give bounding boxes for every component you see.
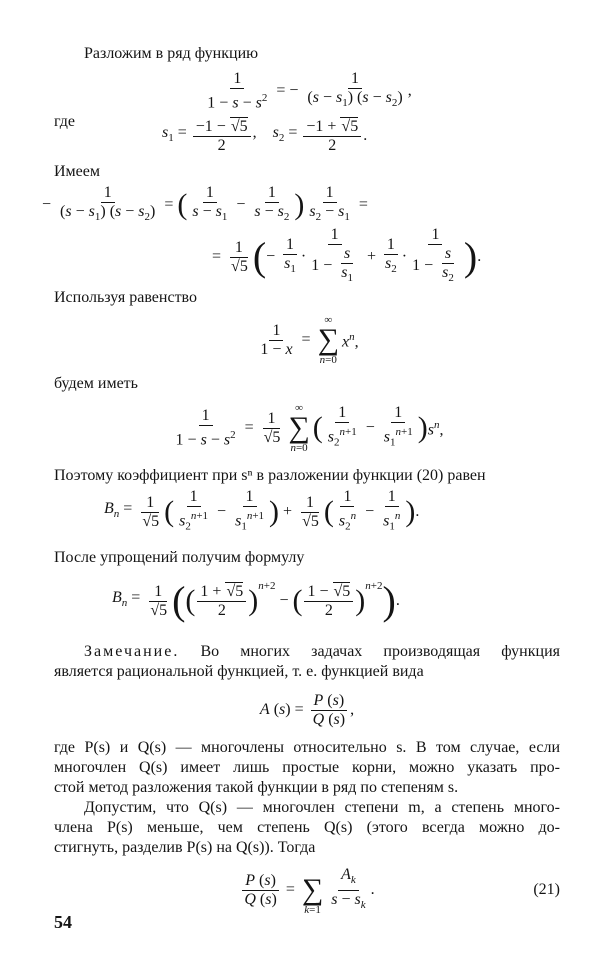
where-line-1: где P(s) и Q(s) — многочлены относительно s. В том случае, если	[54, 739, 560, 756]
equation-5: $\frac{1}{1 - x}$ = ∞ ∑ n=0 $x^n$,	[260, 314, 359, 366]
after-simplification: После упрощений получим формулу	[54, 549, 305, 566]
equation-7: $B_n$ = $\frac{1}{√5}$ ( $\frac{1}{s_2^{n+1}}$ − $\frac{1}{s_1^{n+1}}$ ) + $\frac{1}{√5}$ ( $\frac{1}{s_2^n}$ − $\frac{1}{s_1^n}$ ) .	[104, 488, 420, 533]
equation-9: A (s) = $\frac{P (s)}{Q (s)}$ ,	[259, 691, 355, 728]
page-number: 54	[54, 912, 72, 932]
remark-line-2: является рациональной функцией, т. е. функцией вида	[54, 663, 424, 680]
suppose-line-3: стигнуть, разделив P(s) на Q(s)). Тогда	[54, 839, 316, 856]
remark-text: Во многих задачах производящая функция	[200, 643, 561, 660]
equation-1: $\frac{1}{1 - s - s^2}$ = − $\frac{1}{(s - s_1) (s - s_2)}$ ,	[207, 69, 412, 112]
expand-intro: Разложим в ряд функцию	[84, 45, 259, 62]
equation-2: где $s_1$ = $\frac{-1 - √5}{2}$ , $s_2$ = $\frac{-1 + √5}{2}$ .	[54, 113, 368, 154]
where-line-3: стой метод разложения такой функции в ряд по степеням s.	[54, 779, 459, 796]
coefficient-line: Поэтому коэффициент при sⁿ в разложении функции (20) равен	[54, 467, 486, 484]
we-will-have: будем иметь	[54, 375, 138, 392]
remark-line-1	[54, 642, 560, 662]
where-label: где	[54, 113, 76, 130]
equation-4: = $\frac{1}{√5}$ ( − $\frac{1}{s_1}$ · 1 1 − $\frac{s}{s_1}$ + $\frac{1}{s_2}$ · 1 1 − $\frac{s}{s_2}$ ) .	[212, 226, 482, 285]
suppose-line-1: Допустим, что Q(s) — многочлен степени m, а степень много-	[84, 799, 560, 816]
we-have: Имеем	[54, 163, 101, 180]
where-line-2: многочлен Q(s) имеет лишь простые корни, можно указать про-	[54, 759, 560, 776]
equation-10: $\frac{P (s)}{Q (s)}$ = ∑ k=1 $\frac{A_k}{s - s_k}$ . (21)	[54, 858, 560, 922]
equation-8: $B_n$ = $\frac{1}{√5}$ ( ( $\frac{1 + √5}{2}$ ) $^{n +2}$ − ( $\frac{1 - √5}{2}$ ) $^{n +2}$ ) .	[112, 578, 400, 623]
suppose-line-2: члена P(s) меньше, чем степень Q(s) (этого всегда можно до-	[54, 819, 560, 836]
remark-label: Замечание.	[84, 643, 180, 660]
equation-3: − $\frac{1}{(s - s_1) (s - s_2)}$ = ( $\frac{1}{s - s_1}$ − $\frac{1}{s - s_2}$ ) $\frac{1}{s_2 - s_1}$ =	[42, 183, 368, 224]
equation-6: $\frac{1}{1 - s - s^2}$ = $\frac{1}{√5}$ ∞ ∑ n=0 ( $\frac{1}{s_2^{n+1}}$ − $\frac{1}{s_1^{n+1}}$ ) $s^n$,	[175, 402, 444, 454]
equation-number: (21)	[533, 881, 560, 898]
using-equality: Используя равенство	[54, 289, 197, 306]
